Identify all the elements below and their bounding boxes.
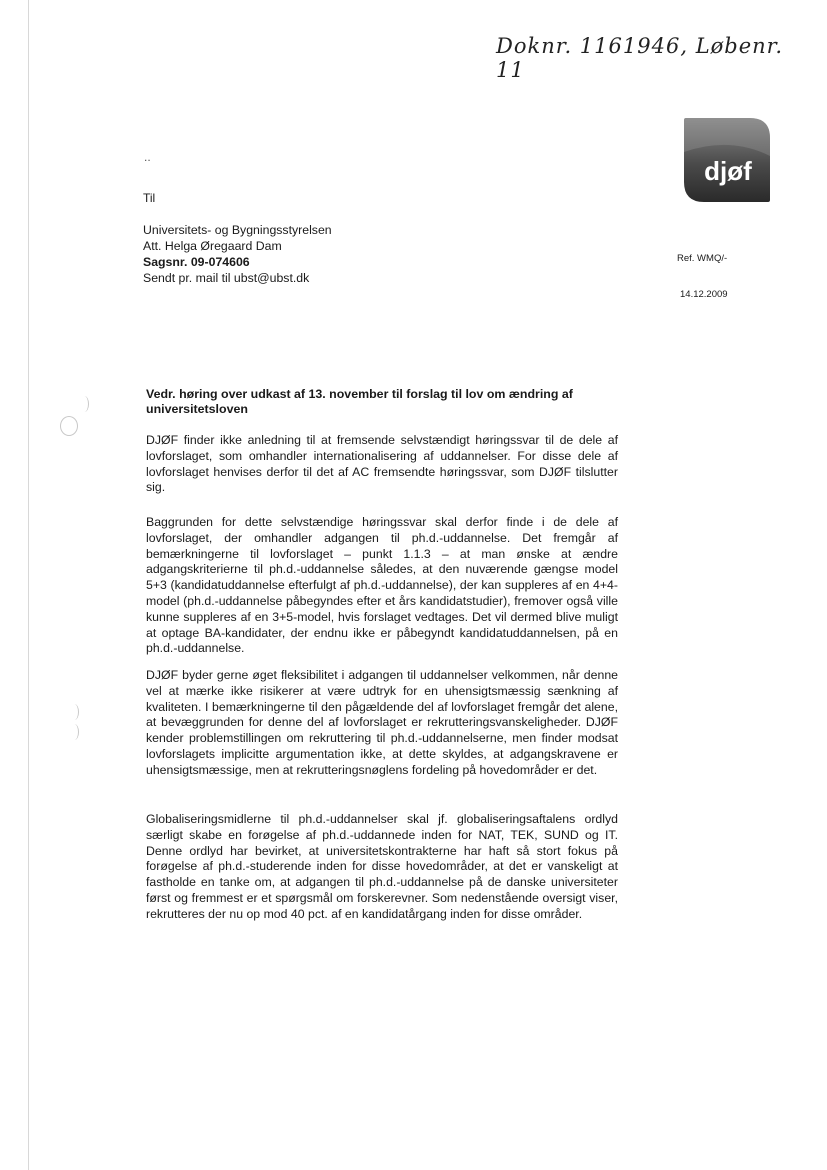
hole-punch-mark bbox=[60, 416, 78, 436]
logo-text: djøf bbox=[704, 156, 752, 186]
letter-subject: Vedr. høring over udkast af 13. november til forslag til lov om ændring af universitetsloven bbox=[146, 387, 573, 416]
body-paragraph-1: DJØF finder ikke anledning til at fremsende selvstændigt høringssvar til de dele af lovforslaget, som omhandler internationalisering af uddannelser. For disse dele af lovforslaget henvises derfor til det af AC fremsendte høringssvar, som DJØF tilslutter sig. bbox=[146, 433, 618, 495]
body-paragraph-4: Globaliseringsmidlerne til ph.d.-uddannelser skal jf. globaliseringsaftalens ordlyd særligt skabe en forøgelse af ph.d.-uddannede inden for NAT, TEK, SUND og IT. Denne ordlyd har bevirket, at universitetskontrakterne har haft så stort fokus på forøgelse af ph.d.-studerende inden for disse hovedområder, at det er vanskeligt at fastholde en tanke om, at adgangen til ph.d.-uddannelse på de danske universiteter først og fremmest er et spørgsmål om forskerevner. Som nedenstående oversigt viser, rekrutteres der nu op mod 40 pct. af en kandidatårgang inden for disse områder. bbox=[146, 812, 618, 921]
recipient-address bbox=[143, 222, 332, 286]
to-label: Til bbox=[143, 191, 156, 205]
body-paragraph-3: DJØF byder gerne øget fleksibilitet i adgangen til uddannelser velkommen, når denne vel at mærke ikke risikerer at være udtryk for en uhensigtsmæssig sænkning af kvaliteten. I bemærkningerne til den pågældende del af lovforslaget fremgår det alene, at bevæggrunden for denne del af lovforslaget er rekrutteringsvanskeligheder. DJØF kender problemstillingen om rekruttering til ph.d.-uddannelserne, men finder modsat lovforslagets implicitte argumentation ikke, at dette skyldes, at adgangskravene er uhensigtsmæssige, men at rekrutteringsnøglens fordeling på hovedområder er det. bbox=[146, 668, 618, 777]
dash-mark: .. bbox=[144, 150, 151, 164]
address-line-attention: Att. Helga Øregaard Dam bbox=[143, 239, 282, 253]
letter-date: 14.12.2009 bbox=[680, 289, 728, 300]
scan-mark-middle bbox=[70, 704, 79, 720]
address-line-organization: Universitets- og Bygningsstyrelsen bbox=[143, 223, 332, 237]
case-number: Sagsnr. 09-074606 bbox=[143, 255, 250, 269]
address-line-sent-by: Sendt pr. mail til ubst@ubst.dk bbox=[143, 271, 310, 285]
scan-edge-line bbox=[28, 0, 29, 1170]
scan-mark-lower bbox=[70, 724, 79, 740]
djof-logo bbox=[680, 116, 772, 204]
handwritten-document-number: Doknr. 1161946, Løbenr. 11 bbox=[496, 34, 784, 82]
body-paragraph-2: Baggrunden for dette selvstændige høringssvar skal derfor finde i de dele af lovforslaget, der omhandler adgangen til ph.d.-uddannelse. Det fremgår af bemærkningerne til lovforslaget – punkt 1.1.3 – at man ønske at ændre adgangskriterierne til ph.d.-uddannelse således, at den nuværende gængse model 5+3 (kandidatuddannelse efterfulgt af ph.d.-uddannelse), der kan suppleres af en 4+4-model (ph.d.-uddannelse påbegyndes efter et års kandidatstudier), fremover også ville kunne suppleres af en 3+5-model, hvis forslaget vedtages. Det vil dermed blive muligt at optage BA-kandidater, der endnu ikke er påbegyndt kandidatuddannelsen, på en ph.d.-uddannelse. bbox=[146, 515, 618, 656]
scan-mark-top bbox=[80, 396, 89, 412]
reference: Ref. WMQ/- bbox=[677, 253, 728, 264]
